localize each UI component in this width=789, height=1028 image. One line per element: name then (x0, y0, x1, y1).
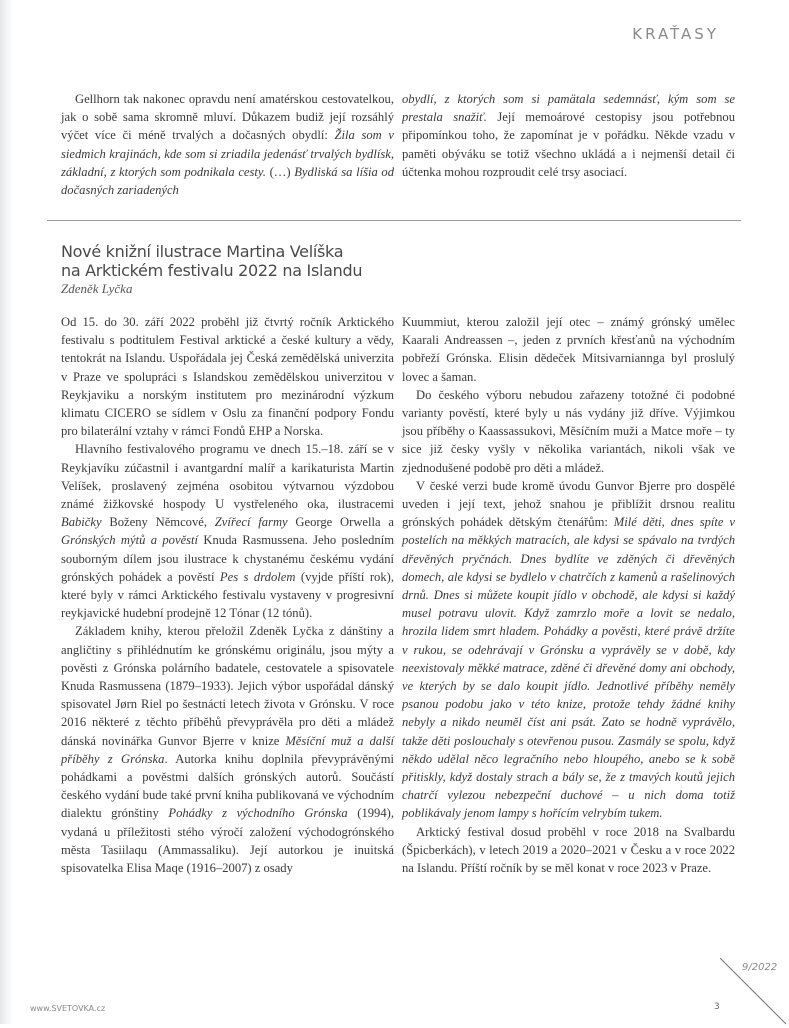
italic-quote: Milé děti, dnes spíte v postelích na měkkých matracích, ale kdysi se spávalo na tvrdých dřevěných pryčnách. Dnes bydlíte ve zděných či dřevěných domech, ale kdysi se bydlelo v chatrčích z kamenů a rašelinových drnů. Dnes si můžete koupit jídlo v obchodě, ale kdysi si každý musel potravu ulovit. Když zamrzlo moře a lovit se nedalo, hrozila lidem smrt hladem. Pohádky a pověsti, které právě držíte v rukou, se odehrávají v Grónsku a vyprávěly se v době, kdy neexistovaly měkké matrace, zděné či dřevěné domy ani obchody, ve kterých by se dalo koupit jídlo. Jednotlivé příběhy neměly psanou podobu jako v této knize, protože tehdy žádné knihy nebyly a nikdo neuměl číst ani psát. Zato se hodně vyprávělo, takže děti poslouchaly s otevřenou pusou. Zasmály se spolu, když někdo udělal něco legračního nebo hloupého, anebo se k sobě přitiskly, když dostaly strach a bály se, že z tmavých koutů jejich chatrčí vylezou nebezpeční duchové – u nich doma totiž poblikávaly jenom lampy s hořícím velrybím tukem. (402, 515, 736, 821)
article-paragraph (61, 622, 394, 877)
article-paragraph: Do českého výboru nebudou zařazeny totožné či podobné varianty pověstí, které byly u nás vydány již dříve. Výjimkou jsou příběhy o Kaassassukovi, Měsíčním muži a Matce moře – ty sice již česky vyšly v několika variantách, nikoli však ve zjednodušené podobě pro děti a mládež. (402, 387, 735, 475)
italic-quote: Bydliská sa líšia od dočasných zariadených (61, 164, 394, 198)
text-run: Hlavního festivalového programu ve dnech 15.–18. září se v Reykjavíku zúčastnil i avantgardní malíř a karikaturista Martin Velíšek, proslavený zejména osobitou výtvarnou výzdobou známé žižkovské hospody U vystřeleného oka, ilustracemi (61, 442, 394, 512)
text-run: Gellhorn tak nakonec opravdu není amatérskou cestovatelkou, jak o sobě sama skromně mluví. Důkazem budiž její rozsáhlý výčet více či méně trvalých a dočasných obydlí: (61, 92, 394, 143)
previous-article-paragraph (402, 90, 735, 181)
section-label: KRAŤASY (632, 25, 719, 43)
book-title: Pohádky z východního Grónska (168, 806, 348, 821)
previous-article-right-column (402, 90, 735, 181)
italic-quote: Žila som v siedmich krajinách, kde som si zriadila jedenásť trvalých bydlísk, základní, z ktorých som podnikala cesty. (61, 128, 394, 179)
article-paragraph (402, 477, 735, 823)
book-title: Pes s drdolem (219, 569, 296, 584)
text-run: Základem knihy, kterou přeložil Zdeněk Lyčka z dánštiny a angličtiny s přihlédnutím ke grónskému originálu, jsou mýty a pověsti z Grónska polárního badatele, cestovatele a spisovatele Knuda Rasmussena (1879–1933). Jejich výbor uspořádal dánský spisovatel Jørn Riel po šestnácti letech života v Grónsku. V roce 2016 některé z těchto příběhů převyprávěla pro děti a mládež dánská novinářka Gunvor Bjerre v knize (61, 624, 394, 748)
text-run: . Autorka knihu doplnila převyprávěnými pohádkami a pověstmi dalších grónských autorů. Součástí českého vydání bude také první kniha publikovaná ve východním dialektu grónštiny (61, 751, 395, 821)
page-number: 3 (714, 1002, 720, 1012)
book-title: Babičky (61, 515, 102, 530)
book-title: Měsíční muž a další příběhy z Grónska (61, 733, 394, 766)
book-title: Zvířecí farmy (214, 515, 288, 530)
article-author: Zdeněk Lyčka (61, 281, 133, 296)
section-divider (47, 220, 741, 221)
page-edge-shadow (0, 0, 14, 1024)
article-title-line: Nové knižní ilustrace Martina Velíška (61, 242, 344, 261)
article-paragraph: Kuummiut, kterou založil její otec – známý grónský umělec Kaarali Andreassen –, jeden z prvních křesťanů na východním pobřeží Grónska. Elisin dědeček Mitsivarniannga byl proslulý lovec a šaman. (402, 315, 735, 384)
previous-article-paragraph (61, 90, 394, 199)
text-run: (…) (269, 164, 295, 179)
previous-article-left-column (61, 90, 394, 199)
text-run: George Orwella a (287, 515, 394, 530)
article-paragraph: Od 15. do 30. září 2022 proběhl již čtvrtý ročník Arktického festivalu s podtitulem Festival arktické a české kultury a vědy, tentokrát na Islandu. Uspořádala jej Česká zemědělská univerzita v Praze ve spolupráci s Islandskou zemědělskou univerzitou v Reykjaviku a norským institutem pro mezinárodní výzkum klimatu CICERO se sídlem v Oslu za finanční podpory Fondu pro bilaterální vztahy v rámci Fondů EHP a Norska. (61, 315, 394, 439)
corner-decoration-icon (720, 958, 789, 1028)
article-title-line: na Arktickém festivalu 2022 na Islandu (61, 261, 363, 280)
article-paragraph: Arktický festival dosud proběhl v roce 2018 na Svalbardu (Špicberkách), v letech 2019 a 2020–2021 v Česku a v roce 2022 na Islandu. Příští ročník by se měl konat v roce 2023 v Praze. (402, 824, 735, 876)
article-right-column (402, 313, 735, 877)
italic-quote: obydlí, z ktorých som si pamätala sedemnásť, kým som se prestala snažiť. (402, 92, 735, 125)
article-title (61, 242, 461, 280)
text-run: Její memoárové cestopisy jsou potřebnou připomínkou toho, že zapomínat je v pořádku. Někde vzadu v paměti obýváku se totiž všechno ukládá a i nejmenší detail či účtenka mohou rozproudit celé trsy asociací. (402, 110, 735, 179)
footer-website-link[interactable]: www.SVETOVKA.cz (30, 1004, 106, 1013)
book-title: Grónských mýtů a pověstí (61, 533, 199, 548)
issue-number: 9/2022 (742, 962, 778, 973)
text-run: V české verzi bude kromě úvodu Gunvor Bjerre pro dospělé uveden i její text, jehož snahou je přiblížit drsnou realitu grónských pohádek dětským čtenářům: (402, 478, 735, 530)
article-paragraph (61, 440, 394, 622)
article-left-column (61, 313, 394, 877)
text-run: Boženy Němcové, (101, 515, 215, 530)
text-run: (vyjde příští rok), které byly v rámci Arktického festivalu vystaveny v progresivní reykjavické hudební prodejně 12 Tónar (12 tónů). (61, 569, 394, 621)
text-run: (1994), vydaná u příležitosti stého výročí založení východogrónského města Tasiilaqu (Ammassaliku). Její autorkou je inuitská spisovatelka Elisa Maqe (1916–2007) z osady (61, 806, 394, 876)
text-run: Knuda Rasmussena. Jeho posledním souborným dílem jsou ilustrace k chystanému českému vydání grónských pohádek a pověstí (61, 533, 395, 584)
